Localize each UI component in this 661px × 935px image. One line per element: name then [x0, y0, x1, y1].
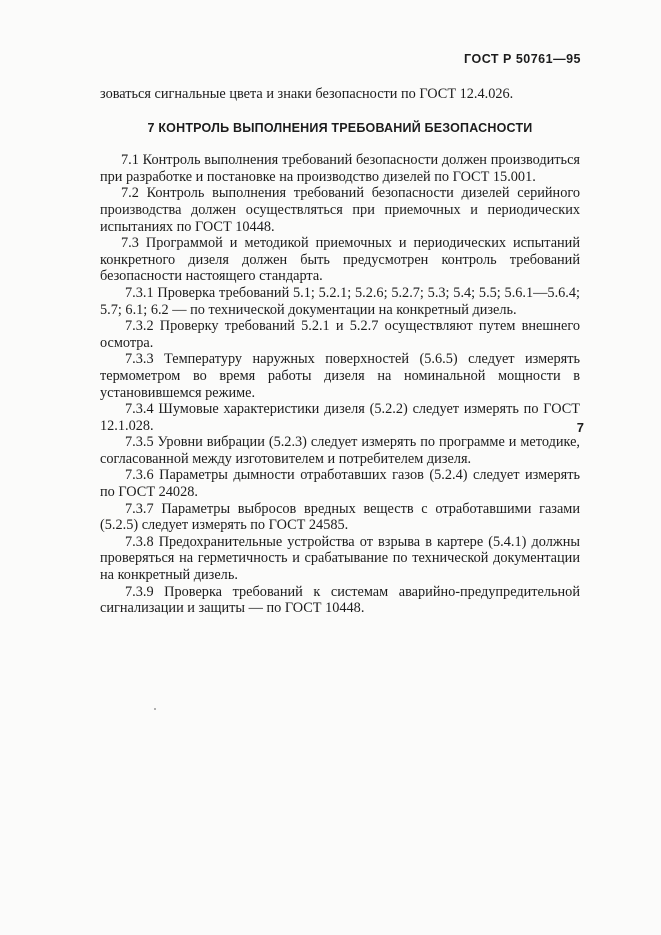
scan-speck [154, 708, 156, 710]
document-code-header: ГОСТ Р 50761—95 [464, 52, 581, 66]
paragraph-7-3: 7.3 Программой и методикой приемочных и периодических испытаний конкретного дизеля должен быть предусмотрен контроль требований безопасности настоящего стандарта. [100, 235, 580, 285]
paragraph-7-3-1: 7.3.1 Проверка требований 5.1; 5.2.1; 5.2.6; 5.2.7; 5.3; 5.4; 5.5; 5.6.1—5.6.4; 5.7; 6.1; 6.2 — по технической документации на конкретный дизель. [100, 284, 580, 318]
paragraph-7-3-7: 7.3.7 Параметры выбросов вредных веществ с отработавшими газами (5.2.5) следует измерять по ГОСТ 24585. [100, 500, 580, 534]
page-number: 7 [576, 420, 584, 435]
paragraph-7-3-8: 7.3.8 Предохранительные устройства от взрыва в картере (5.4.1) должны проверяться на герметичность и срабатывание по технической документации на конкретный дизель. [100, 533, 580, 584]
section-title: 7 КОНТРОЛЬ ВЫПОЛНЕНИЯ ТРЕБОВАНИЙ БЕЗОПАСНОСТИ [147, 120, 533, 135]
paragraph-7-3-9: 7.3.9 Проверка требований к системам аварийно-предупредительной сигнализации и защиты — по ГОСТ 10448. [100, 583, 580, 617]
paragraph-7-3-4: 7.3.4 Шумовые характеристики дизеля (5.2.2) следует измерять по ГОСТ 12.1.028. [100, 401, 580, 434]
paragraph-7-3-5: 7.3.5 Уровни вибрации (5.2.3) следует измерять по программе и методике, согласованной между изготовителем и потребителем дизеля. [100, 434, 580, 467]
paragraph-7-3-2: 7.3.2 Проверку требований 5.2.1 и 5.2.7 осуществляют путем внешнего осмотра. [100, 318, 580, 351]
continuation-text: зоваться сигнальные цвета и знаки безопасности по ГОСТ 12.4.026. [100, 86, 514, 102]
paragraph-7-3-3: 7.3.3 Температуру наружных поверхностей (5.6.5) следует измерять термометром во время работы дизеля на номинальной мощности в установившемся режиме. [100, 351, 580, 401]
document-body [100, 86, 580, 617]
paragraph-7-1: 7.1 Контроль выполнения требований безопасности должен производиться при разработке и постановке на производство дизелей по ГОСТ 15.001. [100, 152, 580, 185]
paragraph-7-2: 7.2 Контроль выполнения требований безопасности дизелей серийного производства должен осуществляться при приемочных и периодических испытаниях по ГОСТ 10448. [100, 185, 580, 235]
paragraph-7-3-6: 7.3.6 Параметры дымности отработавших газов (5.2.4) следует измерять по ГОСТ 24028. [100, 467, 580, 501]
